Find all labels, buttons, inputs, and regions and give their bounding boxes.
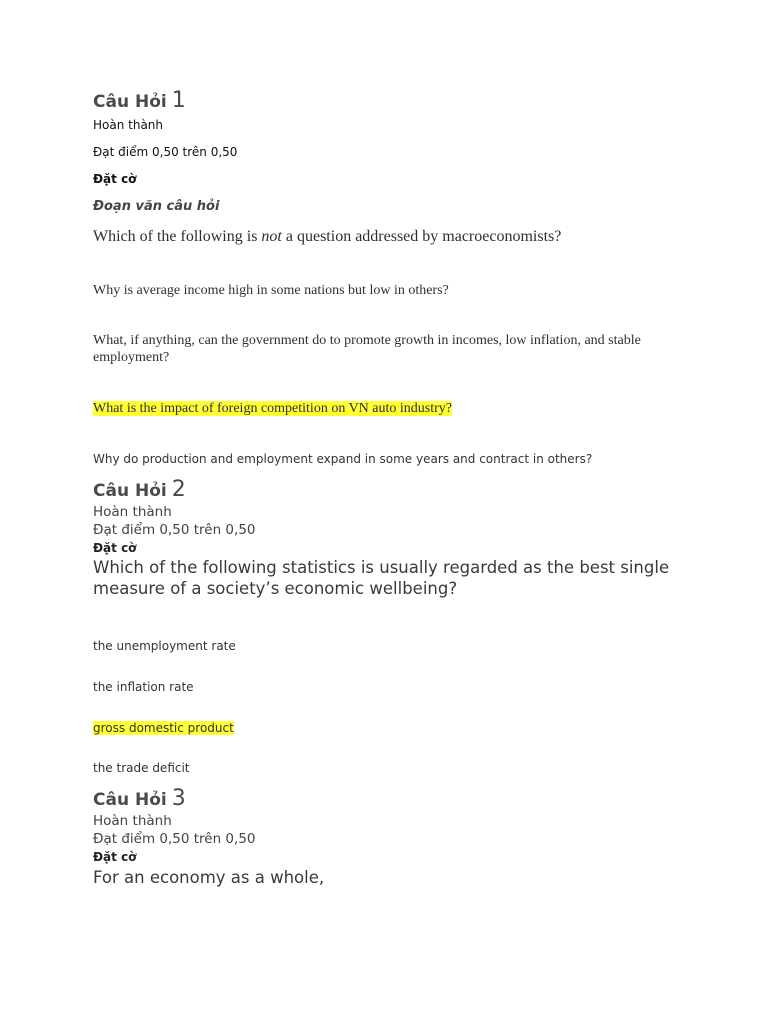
- question-text-before: Which of the following is: [93, 228, 262, 245]
- selected-answer-highlight: gross domestic product: [93, 721, 234, 735]
- question-status: Hoàn thành: [93, 813, 172, 829]
- flag-question-link[interactable]: Đặt cờ: [93, 541, 137, 555]
- answer-option[interactable]: the trade deficit: [93, 761, 190, 775]
- answer-option[interactable]: the inflation rate: [93, 680, 194, 694]
- question-score: Đạt điểm 0,50 trên 0,50: [93, 522, 256, 538]
- question-title: [93, 86, 683, 116]
- flag-question-link[interactable]: Đặt cờ: [93, 172, 137, 186]
- question-text-after: a question addressed by macroeconomists?: [281, 228, 562, 245]
- question-number: 2: [171, 477, 186, 502]
- question-text-emphasis: not: [261, 228, 282, 245]
- question-2: [93, 475, 683, 505]
- answer-option-selected[interactable]: [93, 400, 683, 417]
- answer-option-selected[interactable]: [93, 720, 683, 736]
- question-label: Câu Hỏi: [93, 92, 167, 112]
- question-1: [93, 86, 683, 116]
- question-label: Câu Hỏi: [93, 790, 167, 810]
- flag-question-link[interactable]: Đặt cờ: [93, 850, 137, 864]
- question-title: [93, 784, 683, 814]
- answer-option[interactable]: the unemployment rate: [93, 639, 236, 653]
- selected-answer-highlight: What is the impact of foreign competition on VN auto industry?: [93, 401, 452, 416]
- question-passage-label: Đoạn văn câu hỏi: [93, 199, 220, 214]
- question-text: [93, 227, 683, 247]
- answer-option[interactable]: Why do production and employment expand in some years and contract in others?: [93, 452, 593, 466]
- question-score: Đạt điểm 0,50 trên 0,50: [93, 145, 238, 159]
- answer-option[interactable]: Why is average income high in some nations but low in others?: [93, 283, 449, 298]
- question-label: Câu Hỏi: [93, 481, 167, 501]
- question-number: 1: [171, 88, 186, 113]
- question-3: [93, 784, 683, 814]
- question-status: Hoàn thành: [93, 504, 172, 520]
- question-text: Which of the following statistics is usually regarded as the best single measure of a society’s economic wellbeing?: [93, 558, 670, 598]
- question-number: 3: [171, 786, 186, 811]
- question-status: Hoàn thành: [93, 118, 164, 132]
- question-title: [93, 475, 683, 505]
- question-text: For an economy as a whole,: [93, 868, 325, 887]
- answer-option[interactable]: What, if anything, can the government do to promote growth in incomes, low inflation, and stable employment?: [93, 333, 641, 365]
- question-score: Đạt điểm 0,50 trên 0,50: [93, 831, 256, 847]
